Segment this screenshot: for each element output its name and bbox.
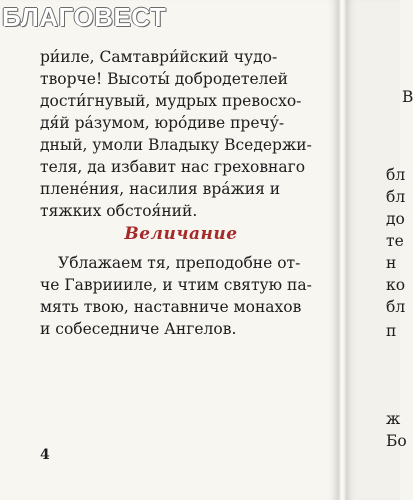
- prayer-paragraph: [40, 46, 322, 222]
- text-line: и собеседниче Ангелов.: [40, 320, 237, 338]
- right-page: [346, 0, 413, 500]
- section-heading: Величание: [124, 224, 238, 244]
- text-line: теля, да избавит нас греховнаго: [40, 158, 306, 176]
- watermark-logo: БЛАГОВЕСТ: [2, 2, 167, 32]
- text-line: че Гавриииле, и чтим святую па-: [40, 276, 312, 294]
- text-line: дя́й ра́зумом, юро́диве пречу́-: [40, 114, 285, 132]
- right-text-fragment: бл: [386, 166, 406, 184]
- right-text-fragment: ко: [386, 276, 406, 294]
- text-line: дости́гнувый, мудрых превосхо-: [40, 92, 302, 110]
- text-line: плене́ния, насилия вра́жия и: [40, 180, 281, 198]
- right-text-fragment: ж: [386, 410, 401, 428]
- text-line: творче! Высоты́ добродетелей: [40, 70, 288, 88]
- text-line: Ублажаем тя, преподобне от-: [58, 254, 301, 272]
- right-text-fragment: н: [386, 254, 397, 272]
- text-line: ри́иле, Самтаври́йский чудо-: [40, 48, 278, 66]
- right-text-fragment: бл: [386, 298, 406, 316]
- right-text-fragment: В: [402, 88, 413, 106]
- book-gutter: [338, 0, 346, 500]
- right-text-fragment: те: [386, 232, 404, 250]
- magnification-paragraph: [40, 252, 322, 340]
- right-text-fragment: до: [386, 210, 405, 228]
- right-text-fragment: Бо: [386, 432, 407, 450]
- right-text-fragment: бл: [386, 188, 406, 206]
- text-line: тяжких обстоя́ний.: [40, 202, 198, 220]
- text-line: мять твою, наставниче монахов: [40, 298, 302, 316]
- right-text-fragment: п: [386, 322, 397, 340]
- text-line: дный, умоли Владыку Вседержи-: [40, 136, 312, 154]
- page-number: 4: [40, 447, 50, 463]
